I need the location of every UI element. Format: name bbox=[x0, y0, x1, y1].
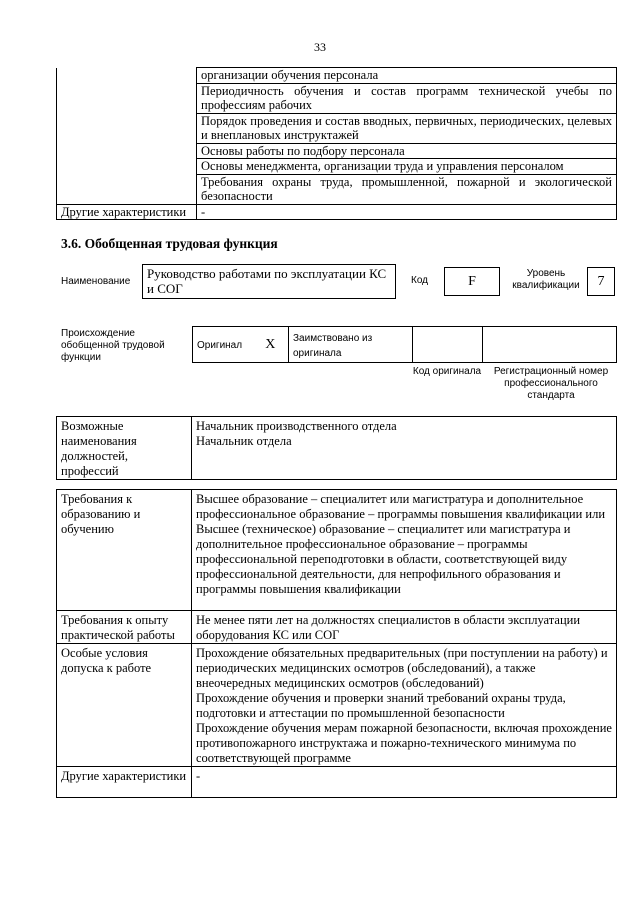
knowledge-table bbox=[56, 67, 617, 220]
function-code: F bbox=[444, 267, 500, 296]
education-value-1: Высшее образование – специалитет или магистратура и дополнительное профессиональное образование – программы повышения квалификации или bbox=[196, 492, 606, 521]
qualification-level-value: 7 bbox=[587, 267, 615, 296]
other-characteristics-label-2: Другие характеристики bbox=[57, 767, 192, 798]
name-label: Наименование bbox=[61, 276, 131, 287]
knowledge-label-cell bbox=[57, 68, 197, 205]
section-title: 3.6. Обобщенная трудовая функция bbox=[61, 236, 278, 251]
education-value-2: Высшее (техническое) образование – специалитет или магистратура и дополнительное профессиональное образование – программы профессиональной переподготовки в области, соответствующей виду профессиональной деятельности, для непрофильного образования и программы повышения квалификации bbox=[196, 522, 571, 596]
knowledge-item: организации обучения персонала bbox=[197, 68, 617, 84]
code-label: Код bbox=[411, 275, 429, 286]
original-code-caption: Код оригинала bbox=[412, 366, 482, 377]
knowledge-item: Основы работы по подбору персонала bbox=[197, 143, 617, 159]
original-label: Оригинал bbox=[197, 340, 243, 351]
origin-label: Происхождение обобщенной трудовой функции bbox=[61, 328, 165, 363]
knowledge-item: Периодичность обучения и состав программ технической учебы по профессиям рабочих bbox=[197, 83, 617, 113]
origin-table bbox=[192, 326, 617, 363]
positions-label: Возможные наименования должностей, профессий bbox=[57, 417, 192, 480]
other-characteristics-label: Другие характеристики bbox=[57, 204, 197, 220]
knowledge-item: Порядок проведения и состав вводных, первичных, периодических, целевых и внеплановых инструктажей bbox=[197, 113, 617, 143]
requirements-table bbox=[56, 489, 617, 798]
admission-value-3: Прохождение обучения мерам пожарной безопасности, включая прохождение противопожарного инструктажа и пожарно-технического минимума по соответствующей программе bbox=[196, 721, 612, 765]
page-number: 33 bbox=[314, 40, 326, 54]
knowledge-item: Требования охраны труда, промышленной, пожарной и экологической безопасности bbox=[197, 174, 617, 204]
original-mark: X bbox=[253, 327, 289, 363]
positions-table bbox=[56, 416, 617, 480]
function-name: Руководство работами по эксплуатации КС и СОГ bbox=[142, 264, 396, 299]
other-characteristics-value: - bbox=[197, 204, 617, 220]
borrowed-label: Заимствовано из оригинала bbox=[293, 332, 373, 359]
other-characteristics-value-2: - bbox=[192, 767, 617, 798]
experience-label: Требования к опыту практической работы bbox=[57, 611, 192, 644]
registration-number-cell bbox=[483, 327, 617, 363]
position-item: Начальник производственного отдела bbox=[196, 419, 397, 433]
position-item: Начальник отдела bbox=[196, 434, 292, 448]
qualification-level-label: Уровень квалификации bbox=[512, 268, 580, 291]
knowledge-item: Основы менеджмента, организации труда и управления персоналом bbox=[197, 159, 617, 175]
admission-value-2: Прохождение обучения и проверки знаний требований охраны труда, подготовки и аттестации по промышленной безопасности bbox=[196, 691, 566, 720]
admission-label: Особые условия допуска к работе bbox=[57, 644, 192, 767]
admission-value-1: Прохождение обязательных предварительных (при поступлении на работу) и периодических медицинских осмотров (обследований), а также внеочередных медицинских осмотров (обследований) bbox=[196, 646, 608, 690]
original-code-cell bbox=[413, 327, 483, 363]
education-label: Требования к образованию и обучению bbox=[57, 490, 192, 611]
registration-number-caption: Регистрационный номер профессионального стандарта bbox=[493, 366, 609, 401]
experience-value: Не менее пяти лет на должностях специалистов в области эксплуатации оборудования КС или СОГ bbox=[192, 611, 617, 644]
